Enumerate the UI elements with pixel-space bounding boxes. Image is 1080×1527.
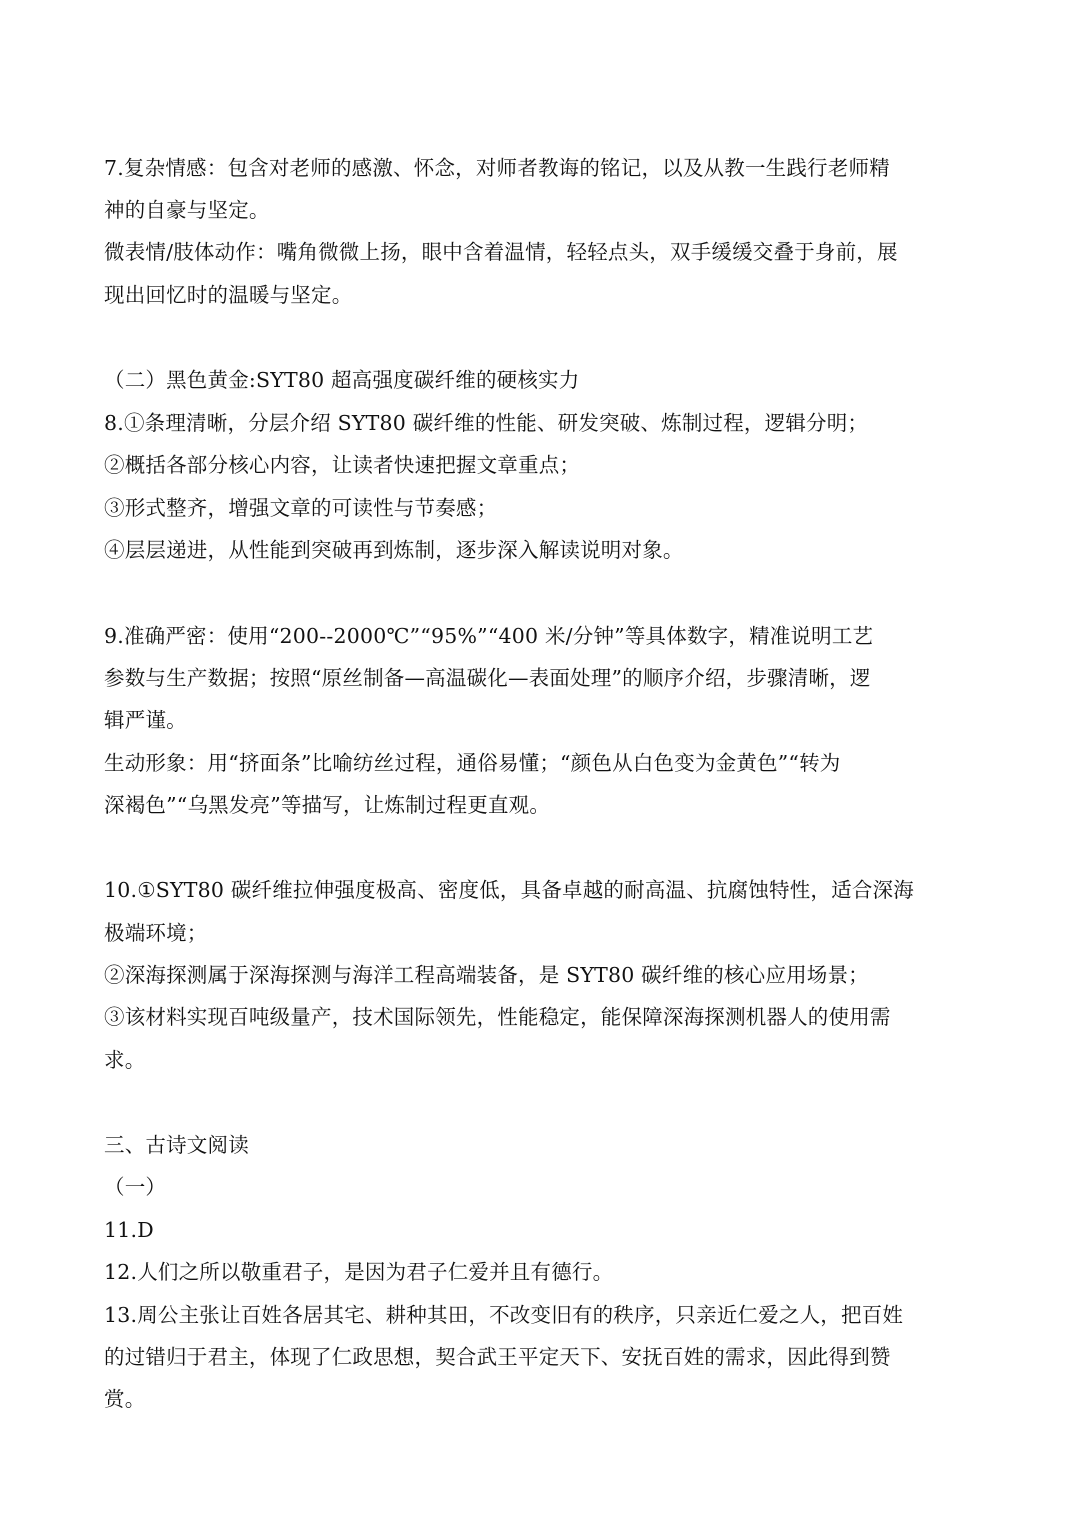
q10-line5: 求。 — [104, 1048, 146, 1072]
q11-answer: 11.D — [104, 1218, 154, 1242]
q9-line5: 深褐色”“乌黑发亮”等描写，让炼制过程更直观。 — [104, 793, 551, 817]
q10-line1: 10.①SYT80 碳纤维拉伸强度极高、密度低，具备卓越的耐高温、抗腐蚀特性，适合深海 — [104, 878, 914, 902]
q13-line2: 的过错归于君主，体现了仁政思想，契合武王平定天下、安抚百姓的需求，因此得到赞 — [104, 1345, 891, 1369]
q13-line1: 13.周公主张让百姓各居其宅、耕种其田，不改变旧有的秩序，只亲近仁爱之人，把百姓 — [104, 1303, 904, 1327]
q9-line2: 参数与生产数据；按照“原丝制备—高温碳化—表面处理”的顺序介绍，步骤清晰，逻 — [104, 666, 871, 690]
q9-line1: 9.准确严密：使用“200--2000℃”“95%”“400 米/分钟”等具体数字，精准说明工艺 — [104, 624, 874, 648]
q10-line2: 极端环境； — [104, 921, 208, 945]
subsection-title-2: （二）黑色黄金:SYT80 超高强度碳纤维的硬核实力 — [104, 368, 580, 392]
q7-line1: 7.复杂情感：包含对老师的感激、怀念，对师者教诲的铭记，以及从教一生践行老师精 — [104, 156, 890, 180]
q9-line4: 生动形象：用“挤面条”比喻纺丝过程，通俗易懂；“颜色从白色变为金黄色”“转为 — [104, 751, 841, 775]
q8-line4: ④层层递进，从性能到突破再到炼制，逐步深入解读说明对象。 — [104, 538, 684, 562]
q10-line3: ②深海探测属于深海探测与海洋工程高端装备，是 SYT80 碳纤维的核心应用场景； — [104, 963, 869, 987]
section-title-3: 三、古诗文阅读 — [104, 1133, 249, 1157]
q7-line3: 微表情/肢体动作：嘴角微微上扬，眼中含着温情，轻轻点头，双手缓缓交叠于身前，展 — [104, 240, 898, 264]
q9-line3: 辑严谨。 — [104, 708, 187, 732]
q13-line3: 赏。 — [104, 1387, 146, 1411]
q8-line3: ③形式整齐，增强文章的可读性与节奏感； — [104, 496, 498, 520]
subsection-title-3-1: （一） — [104, 1175, 167, 1199]
q10-line4: ③该材料实现百吨级量产，技术国际领先，性能稳定，能保障深海探测机器人的使用需 — [104, 1005, 891, 1029]
q8-line2: ②概括各部分核心内容，让读者快速把握文章重点； — [104, 453, 581, 477]
q8-line1: 8.①条理清晰，分层介绍 SYT80 碳纤维的性能、研发突破、炼制过程，逻辑分明； — [104, 411, 869, 435]
q7-line4: 现出回忆时的温暖与坚定。 — [104, 283, 353, 307]
q12-answer: 12.人们之所以敬重君子，是因为君子仁爱并且有德行。 — [104, 1260, 614, 1284]
q7-line2: 神的自豪与坚定。 — [104, 198, 270, 222]
